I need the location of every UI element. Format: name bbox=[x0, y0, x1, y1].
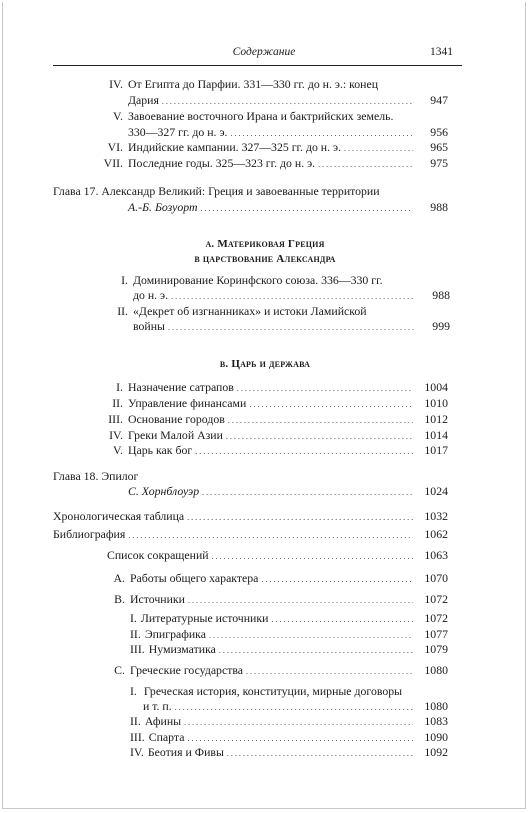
entry-page: 1032 bbox=[424, 509, 448, 523]
leader-dots bbox=[228, 413, 413, 428]
entry-text: Библиография bbox=[53, 527, 126, 541]
toc-entry bbox=[53, 527, 448, 542]
toc-entry bbox=[130, 714, 448, 729]
leader-dots bbox=[227, 746, 413, 761]
entry-text: Список сокращений bbox=[107, 548, 209, 562]
toc-entry bbox=[130, 611, 448, 626]
entry-text-cont: войны bbox=[133, 319, 165, 333]
entry-text: Эпиграфика bbox=[144, 627, 206, 641]
chapter-page: 988 bbox=[430, 200, 448, 214]
entry-roman: IV. bbox=[109, 428, 123, 442]
leader-dots bbox=[162, 94, 413, 109]
leader-dots bbox=[168, 320, 415, 335]
entry-page: 1072 bbox=[424, 592, 448, 606]
entry-label: C. bbox=[114, 663, 125, 677]
entry-roman: IV. bbox=[130, 745, 144, 759]
entry-text: Царь как бог bbox=[128, 443, 193, 457]
leader-dots bbox=[184, 715, 413, 730]
book-page bbox=[2, 2, 526, 809]
entry-text: «Декрет об изгнанниках» и истоки Ламийской bbox=[133, 304, 367, 318]
entry-text: Назначение сатрапов bbox=[128, 380, 234, 394]
leader-dots bbox=[237, 381, 413, 396]
entry-roman: VI. bbox=[107, 140, 123, 154]
entry-roman: II. bbox=[130, 714, 141, 728]
leader-dots bbox=[128, 528, 413, 543]
toc-entry bbox=[130, 642, 448, 657]
toc-entry bbox=[130, 745, 448, 760]
chapter-author: А.-Б. Бозуорт bbox=[128, 200, 198, 214]
toc-entry bbox=[53, 509, 448, 524]
section-heading: a. Материковая Греция bbox=[205, 238, 325, 250]
entry-page: 1079 bbox=[424, 642, 448, 656]
entry-text: Нумизматика bbox=[148, 642, 216, 656]
chapter-title: Глава 18. Эпилог bbox=[53, 469, 139, 483]
entry-page: 1092 bbox=[424, 745, 448, 759]
section-heading: b. Царь и держава bbox=[219, 358, 311, 370]
entry-text: Афины bbox=[144, 714, 182, 728]
entry-text-cont: 330—327 гг. до н. э. bbox=[128, 125, 228, 139]
entry-text: Последние годы. 325—323 гг. до н. э. bbox=[128, 156, 316, 170]
entry-text: Доминирование Коринфского союза. 336—330 гг. bbox=[133, 273, 383, 287]
entry-roman: III. bbox=[130, 730, 145, 744]
entry-label: A. bbox=[113, 571, 125, 585]
entry-page: 947 bbox=[430, 93, 448, 107]
entry-page: 1090 bbox=[424, 730, 448, 744]
chapter-title: Глава 17. Александр Великий: Греция и завоеванные территории bbox=[53, 184, 380, 198]
entry-page: 1070 bbox=[424, 571, 448, 585]
entry-text: Греческая история, конституции, мирные договоры bbox=[143, 684, 403, 698]
entry-roman: IV. bbox=[109, 77, 123, 91]
entry-roman: I. bbox=[130, 611, 137, 625]
entry-page: 956 bbox=[430, 125, 448, 139]
entry-page: 988 bbox=[432, 288, 450, 302]
entry-text: Работы общего характера bbox=[130, 571, 259, 585]
entry-page: 1017 bbox=[424, 443, 448, 457]
entry-text: От Египта до Парфии. 331—330 гг. до н. э.: конец bbox=[128, 77, 379, 91]
leader-dots bbox=[219, 643, 413, 658]
leader-dots bbox=[261, 572, 413, 587]
entry-text-cont: и т. п. bbox=[143, 699, 172, 713]
entry-label: B. bbox=[114, 592, 125, 606]
entry-page: 1063 bbox=[424, 548, 448, 562]
running-header-title: Содержание bbox=[232, 46, 296, 58]
entry-roman: II. bbox=[117, 304, 128, 318]
entry-text: Хронологическая таблица bbox=[53, 509, 185, 523]
entry-text: Основание городов bbox=[128, 412, 225, 426]
entry-page: 1062 bbox=[424, 527, 448, 541]
entry-text: Источники bbox=[130, 592, 185, 606]
entry-page: 999 bbox=[432, 319, 450, 333]
entry-roman: I. bbox=[121, 273, 128, 287]
entry-text: Греческие государства bbox=[130, 663, 243, 677]
entry-roman: II. bbox=[112, 396, 123, 410]
leader-dots bbox=[175, 700, 413, 715]
entry-roman: V. bbox=[113, 443, 123, 457]
leader-dots bbox=[230, 126, 413, 141]
entry-roman: V. bbox=[113, 109, 123, 123]
leader-dots bbox=[209, 628, 413, 643]
chapter-author: С. Хорнблоуэр bbox=[128, 484, 200, 498]
entry-page: 1080 bbox=[424, 663, 448, 677]
entry-text: Греки Малой Азии bbox=[128, 428, 223, 442]
toc-entry bbox=[130, 627, 448, 642]
leader-dots bbox=[201, 201, 413, 216]
leader-dots bbox=[195, 444, 413, 459]
chapter-page: 1024 bbox=[424, 484, 448, 498]
entry-page: 1012 bbox=[424, 412, 448, 426]
entry-text: Управление финансами bbox=[128, 396, 247, 410]
toc-entry bbox=[130, 730, 448, 745]
header-rule bbox=[53, 65, 462, 66]
entry-text: Литературные источники bbox=[140, 611, 269, 625]
entry-roman: I. bbox=[130, 684, 137, 698]
entry-text: Спарта bbox=[148, 730, 185, 744]
entry-roman: III. bbox=[130, 642, 145, 656]
toc-entry bbox=[107, 548, 448, 563]
section-heading: в царствование Александра bbox=[194, 253, 336, 265]
leader-dots bbox=[212, 549, 413, 564]
entry-page: 965 bbox=[430, 140, 448, 154]
entry-page: 975 bbox=[430, 156, 448, 170]
leader-dots bbox=[187, 731, 413, 746]
leader-dots bbox=[246, 664, 413, 679]
leader-dots bbox=[171, 289, 415, 304]
entry-roman: VII. bbox=[103, 156, 123, 170]
entry-page: 1083 bbox=[424, 714, 448, 728]
entry-text: Завоевание восточного Ирана и бактрийских земель. bbox=[128, 109, 394, 123]
leader-dots bbox=[187, 510, 413, 525]
leader-dots bbox=[318, 157, 413, 172]
leader-dots bbox=[202, 485, 413, 500]
entry-text-cont: до н. э. bbox=[133, 288, 169, 302]
entry-page: 1072 bbox=[424, 611, 448, 625]
leader-dots bbox=[226, 429, 413, 444]
leader-dots bbox=[271, 612, 413, 627]
entry-page: 1077 bbox=[424, 627, 448, 641]
entry-page: 1080 bbox=[424, 699, 448, 713]
entry-roman: II. bbox=[130, 627, 141, 641]
entry-text-cont: Дария bbox=[128, 93, 159, 107]
entry-text: Индийские кампании. 327—325 гг. до н. э. bbox=[128, 140, 342, 154]
running-header-page-number: 1341 bbox=[430, 46, 453, 58]
entry-page: 1004 bbox=[424, 380, 448, 394]
leader-dots bbox=[344, 141, 413, 156]
entry-page: 1014 bbox=[424, 428, 448, 442]
leader-dots bbox=[188, 593, 413, 608]
entry-roman: III. bbox=[108, 412, 123, 426]
leader-dots bbox=[249, 397, 413, 412]
entry-roman: I. bbox=[116, 380, 123, 394]
entry-page: 1010 bbox=[424, 396, 448, 410]
entry-text: Беотия и Фивы bbox=[147, 745, 224, 759]
